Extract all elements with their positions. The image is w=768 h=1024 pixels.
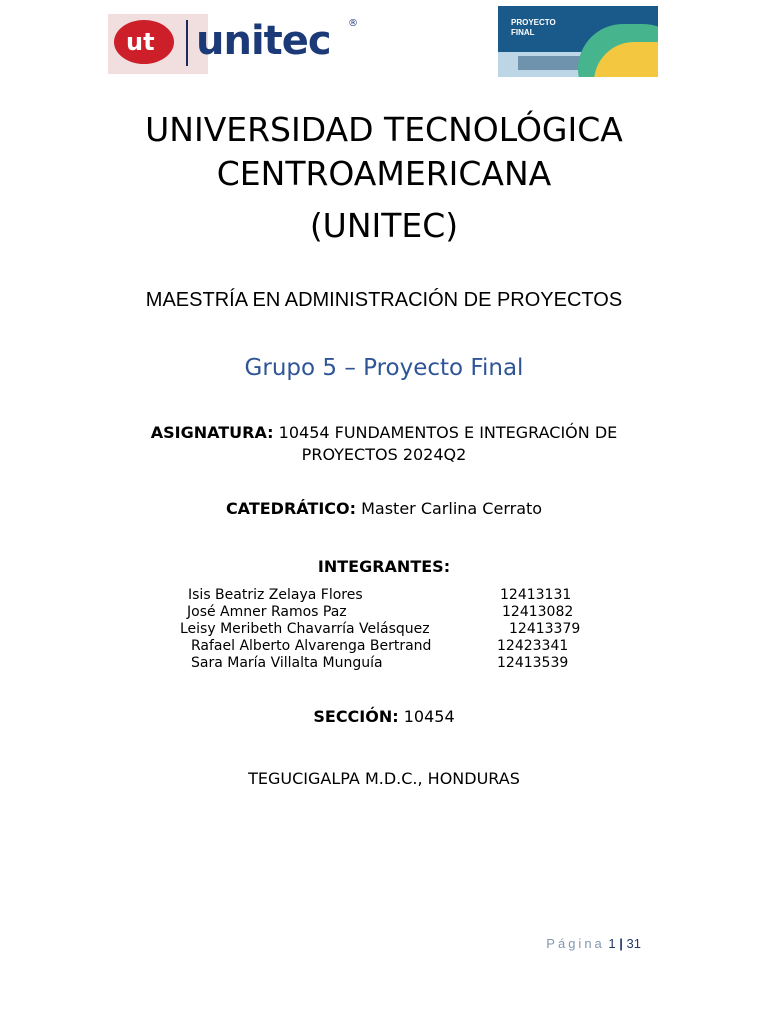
cover-title: PROYECTO FINAL — [511, 18, 556, 37]
total-pages: 31 — [626, 936, 641, 951]
university-name-line1: UNIVERSIDAD TECNOLÓGICA — [145, 110, 623, 149]
logo-mark: ut — [126, 28, 155, 56]
member-id: 12413379 — [509, 621, 581, 637]
university-name-line2: CENTROAMERICANA — [216, 154, 552, 193]
member-name: José Amner Ramos Paz — [187, 604, 347, 620]
group-title: Grupo 5 – Proyecto Final — [244, 355, 524, 381]
registered-mark: ® — [348, 18, 358, 29]
page-word: Página — [546, 936, 605, 951]
project-cover-image — [498, 6, 658, 77]
member-name: Leisy Meribeth Chavarría Velásquez — [180, 621, 430, 637]
subject-value: 10454 FUNDAMENTOS E INTEGRACIÓN DE PROYECTOS 2024Q2 — [273, 423, 618, 464]
subject-line — [110, 422, 658, 466]
program-title: MAESTRÍA EN ADMINISTRACIÓN DE PROYECTOS — [145, 289, 623, 311]
member-id: 12423341 — [497, 638, 569, 654]
members-label: INTEGRANTES: — [317, 557, 451, 576]
member-name: Isis Beatriz Zelaya Flores — [188, 587, 363, 603]
professor-label: CATEDRÁTICO: — [225, 499, 357, 518]
member-id: 12413539 — [497, 655, 569, 671]
member-name: Rafael Alberto Alvarenga Bertrand — [191, 638, 432, 654]
current-page: 1 — [608, 936, 616, 951]
section-label: SECCIÓN: — [313, 707, 399, 726]
professor-line — [0, 498, 768, 520]
logo-wordmark: unitec — [196, 18, 331, 64]
location: TEGUCIGALPA M.D.C., HONDURAS — [248, 769, 520, 788]
page-separator: | — [619, 936, 623, 951]
member-name: Sara María Villalta Munguía — [191, 655, 383, 671]
professor-value: Master Carlina Cerrato — [356, 499, 543, 518]
section-value: 10454 — [398, 707, 455, 726]
page-footer — [546, 936, 641, 951]
logo-divider — [186, 20, 188, 66]
university-acronym: (UNITEC) — [309, 206, 459, 245]
section-line — [0, 706, 768, 728]
unitec-logo — [108, 14, 366, 74]
subject-label: ASIGNATURA: — [150, 423, 274, 442]
member-id: 12413131 — [500, 587, 572, 603]
university-name — [0, 108, 768, 196]
member-id: 12413082 — [502, 604, 574, 620]
